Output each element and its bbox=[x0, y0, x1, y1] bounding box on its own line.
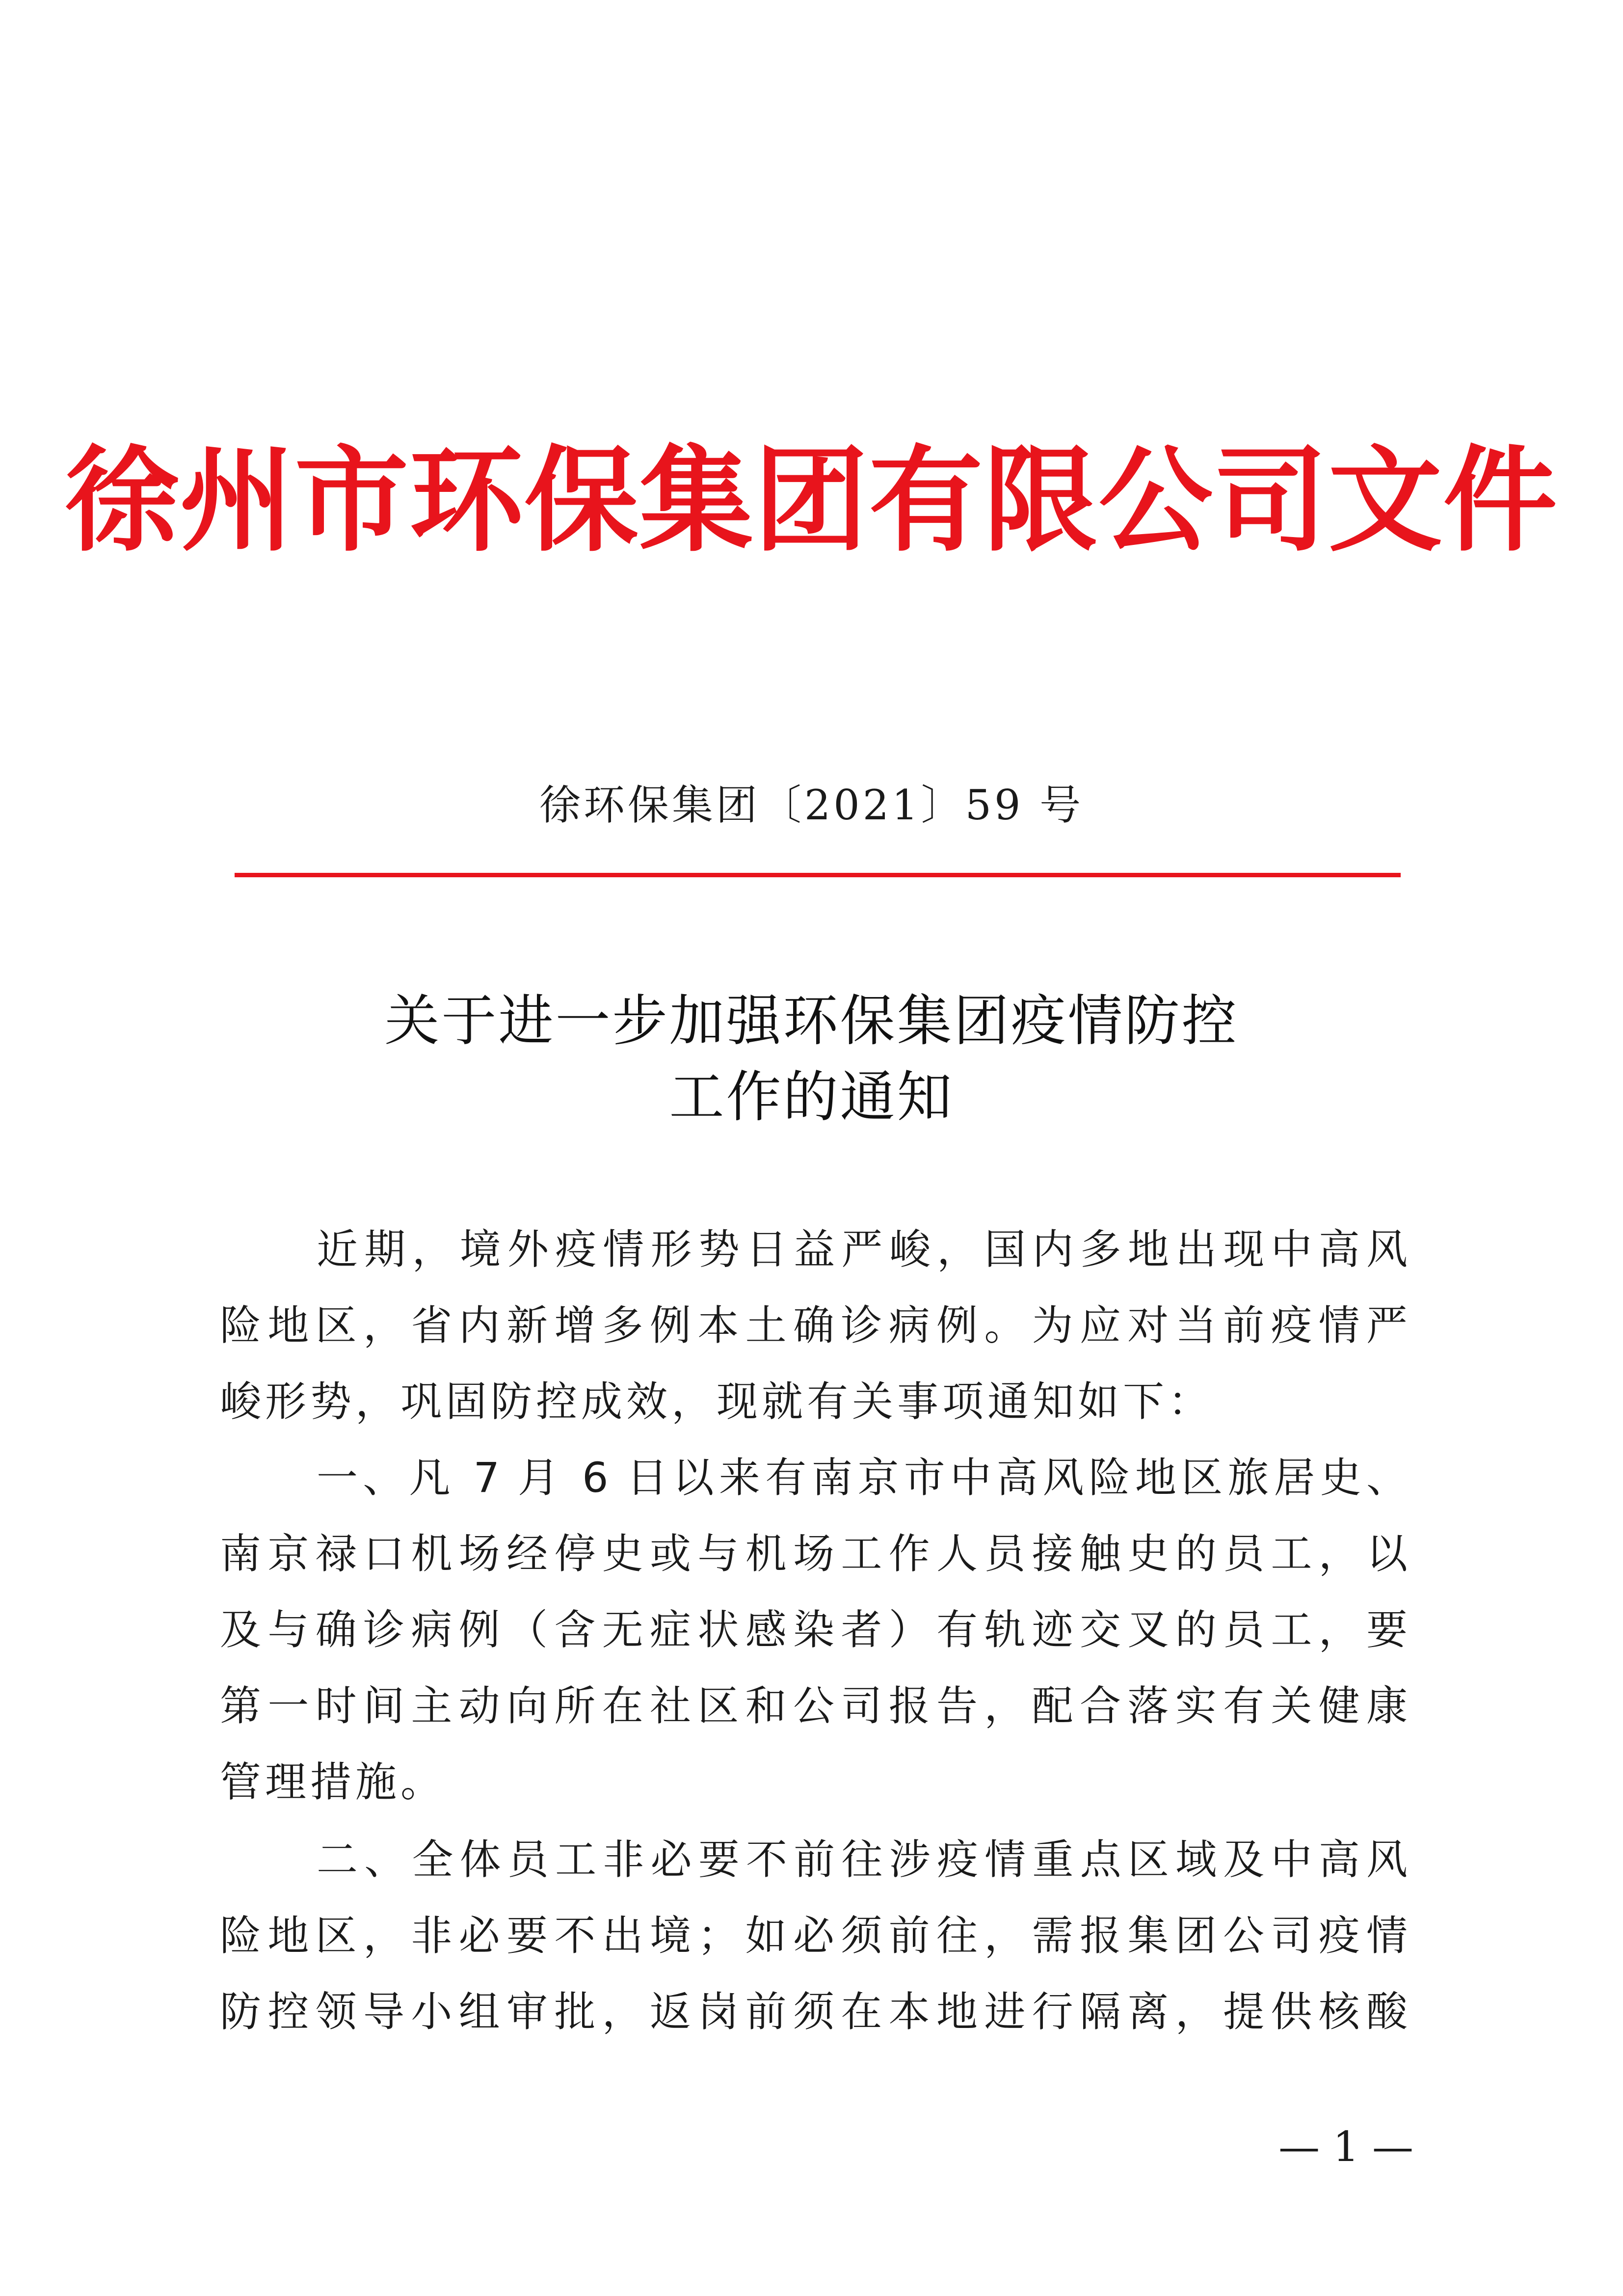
body-paragraph-line: 南京禄口机场经停史或与机场工作人员接触史的员工，以 bbox=[220, 1530, 1408, 1578]
body-paragraph-line: 第一时间主动向所在社区和公司报告，配合落实有关健康 bbox=[220, 1682, 1408, 1730]
body-paragraph-line: 近期，境外疫情形势日益严峻，国内多地出现中高风 bbox=[317, 1225, 1408, 1273]
body-paragraph-line: 防控领导小组审批，返岗前须在本地进行隔离，提供核酸 bbox=[220, 1988, 1408, 2036]
body-paragraph-line: 一、凡 7 月 6 日以来有南京市中高风险地区旅居史、 bbox=[317, 1454, 1408, 1502]
body-paragraph-line: 及与确诊病例（含无症状感染者）有轨迹交叉的员工，要 bbox=[220, 1606, 1408, 1654]
document-number: 徐环保集团〔2021〕59 号 bbox=[539, 781, 1084, 829]
notice-title-line-2: 工作的通知 bbox=[669, 1065, 954, 1129]
body-paragraph-line: 险地区，省内新增多例本土确诊病例。为应对当前疫情严 bbox=[220, 1301, 1408, 1350]
page-number: — 1 — bbox=[1278, 2123, 1413, 2171]
body-paragraph-line: 峻形势，巩固防控成效，现就有关事项通知如下： bbox=[220, 1378, 1214, 1426]
body-paragraph-line: 管理措施。 bbox=[220, 1758, 446, 1806]
body-paragraph-line: 二、全体员工非必要不前往涉疫情重点区域及中高风 bbox=[317, 1836, 1408, 1884]
notice-title-line-1: 关于进一步加强环保集团疫情防控 bbox=[384, 989, 1239, 1053]
body-paragraph-line: 险地区，非必要不出境；如必须前往，需报集团公司疫情 bbox=[220, 1912, 1408, 1960]
masthead-title: 徐州市环保集团有限公司文件 bbox=[65, 434, 1558, 567]
red-divider-rule bbox=[235, 873, 1401, 877]
